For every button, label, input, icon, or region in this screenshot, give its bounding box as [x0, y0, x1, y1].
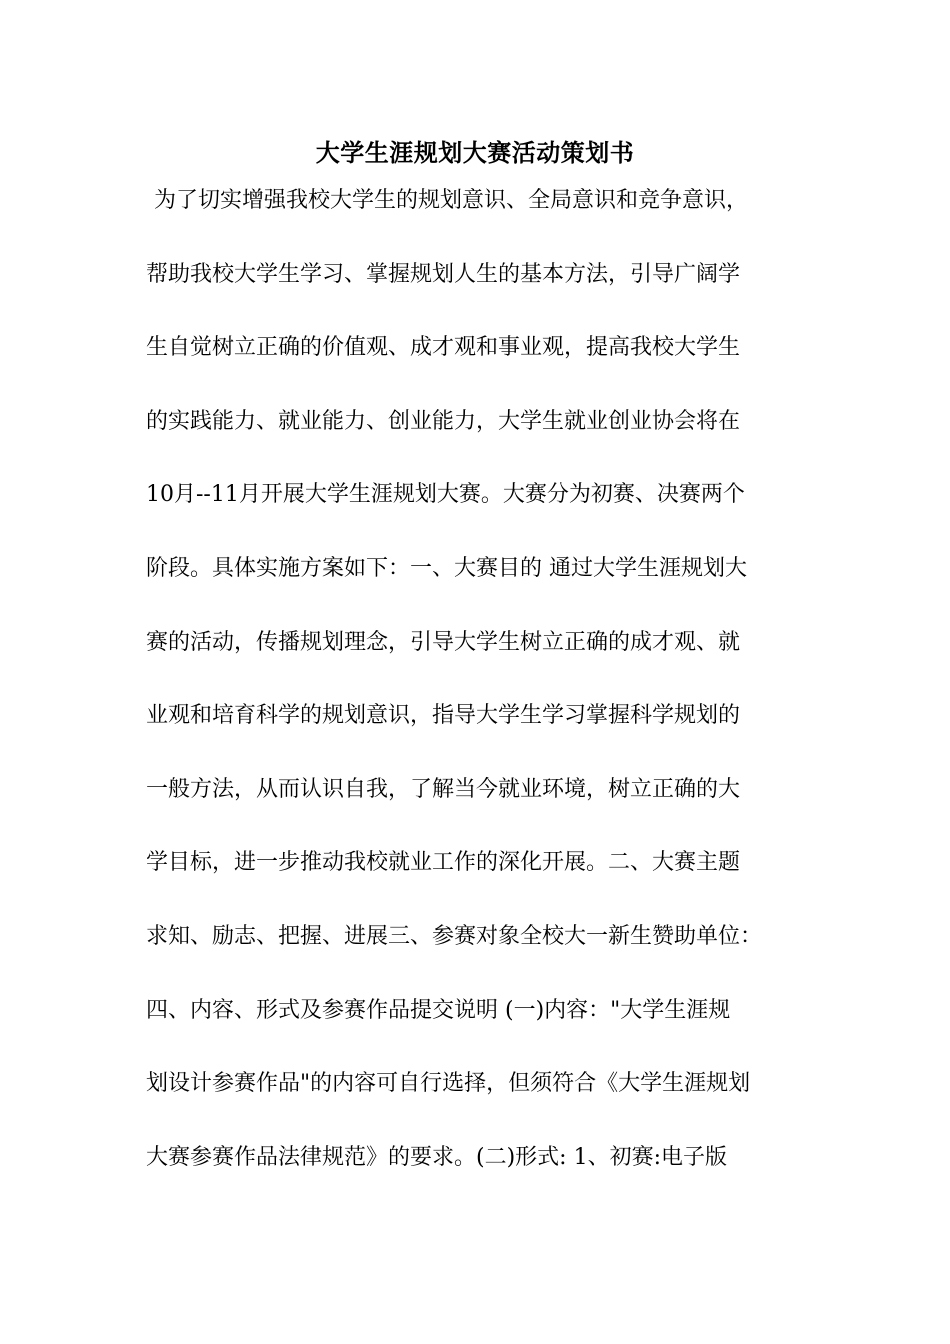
body-line-7: 赛的活动，传播规划理念，引导大学生树立正确的成才观、就	[146, 629, 741, 655]
body-line-1: 为了切实增强我校大学生的规划意识、全局意识和竞争意识，	[154, 188, 749, 213]
body-line-3: 生自觉树立正确的价值观、成才观和事业观，提高我校大学生	[146, 335, 741, 361]
body-line-4: 的实践能力、就业能力、创业能力，大学生就业创业协会将在	[146, 408, 741, 434]
body-line-6: 阶段。具体实施方案如下：一、大赛目的 通过大学生涯规划大	[146, 555, 747, 581]
body-line-8: 业观和培育科学的规划意识，指导大学生学习掌握科学规划的	[146, 703, 741, 729]
body-line-10: 学目标，进一步推动我校就业工作的深化开展。二、大赛主题	[146, 850, 741, 876]
body-line-5: 10月--11月开展大学生涯规划大赛。大赛分为初赛、决赛两个	[146, 482, 745, 508]
body-line-12: 四、内容、形式及参赛作品提交说明 (一)内容："大学生涯规	[146, 997, 731, 1023]
document-body	[146, 182, 826, 1212]
document-title: 大学生涯规划大赛活动策划书	[315, 139, 635, 167]
body-line-13: 划设计参赛作品"的内容可自行选择，但须符合《大学生涯规划	[146, 1071, 751, 1097]
body-line-14: 大赛参赛作品法律规范》的要求。(二)形式: 1、初赛:电子版	[146, 1144, 727, 1170]
body-line-9: 一般方法，从而认识自我，了解当今就业环境，树立正确的大	[146, 776, 741, 802]
body-line-2: 帮助我校大学生学习、掌握规划人生的基本方法，引导广阔学	[146, 261, 741, 287]
body-line-11: 求知、励志、把握、进展三、参赛对象全校大一新生赞助单位：	[146, 923, 763, 949]
